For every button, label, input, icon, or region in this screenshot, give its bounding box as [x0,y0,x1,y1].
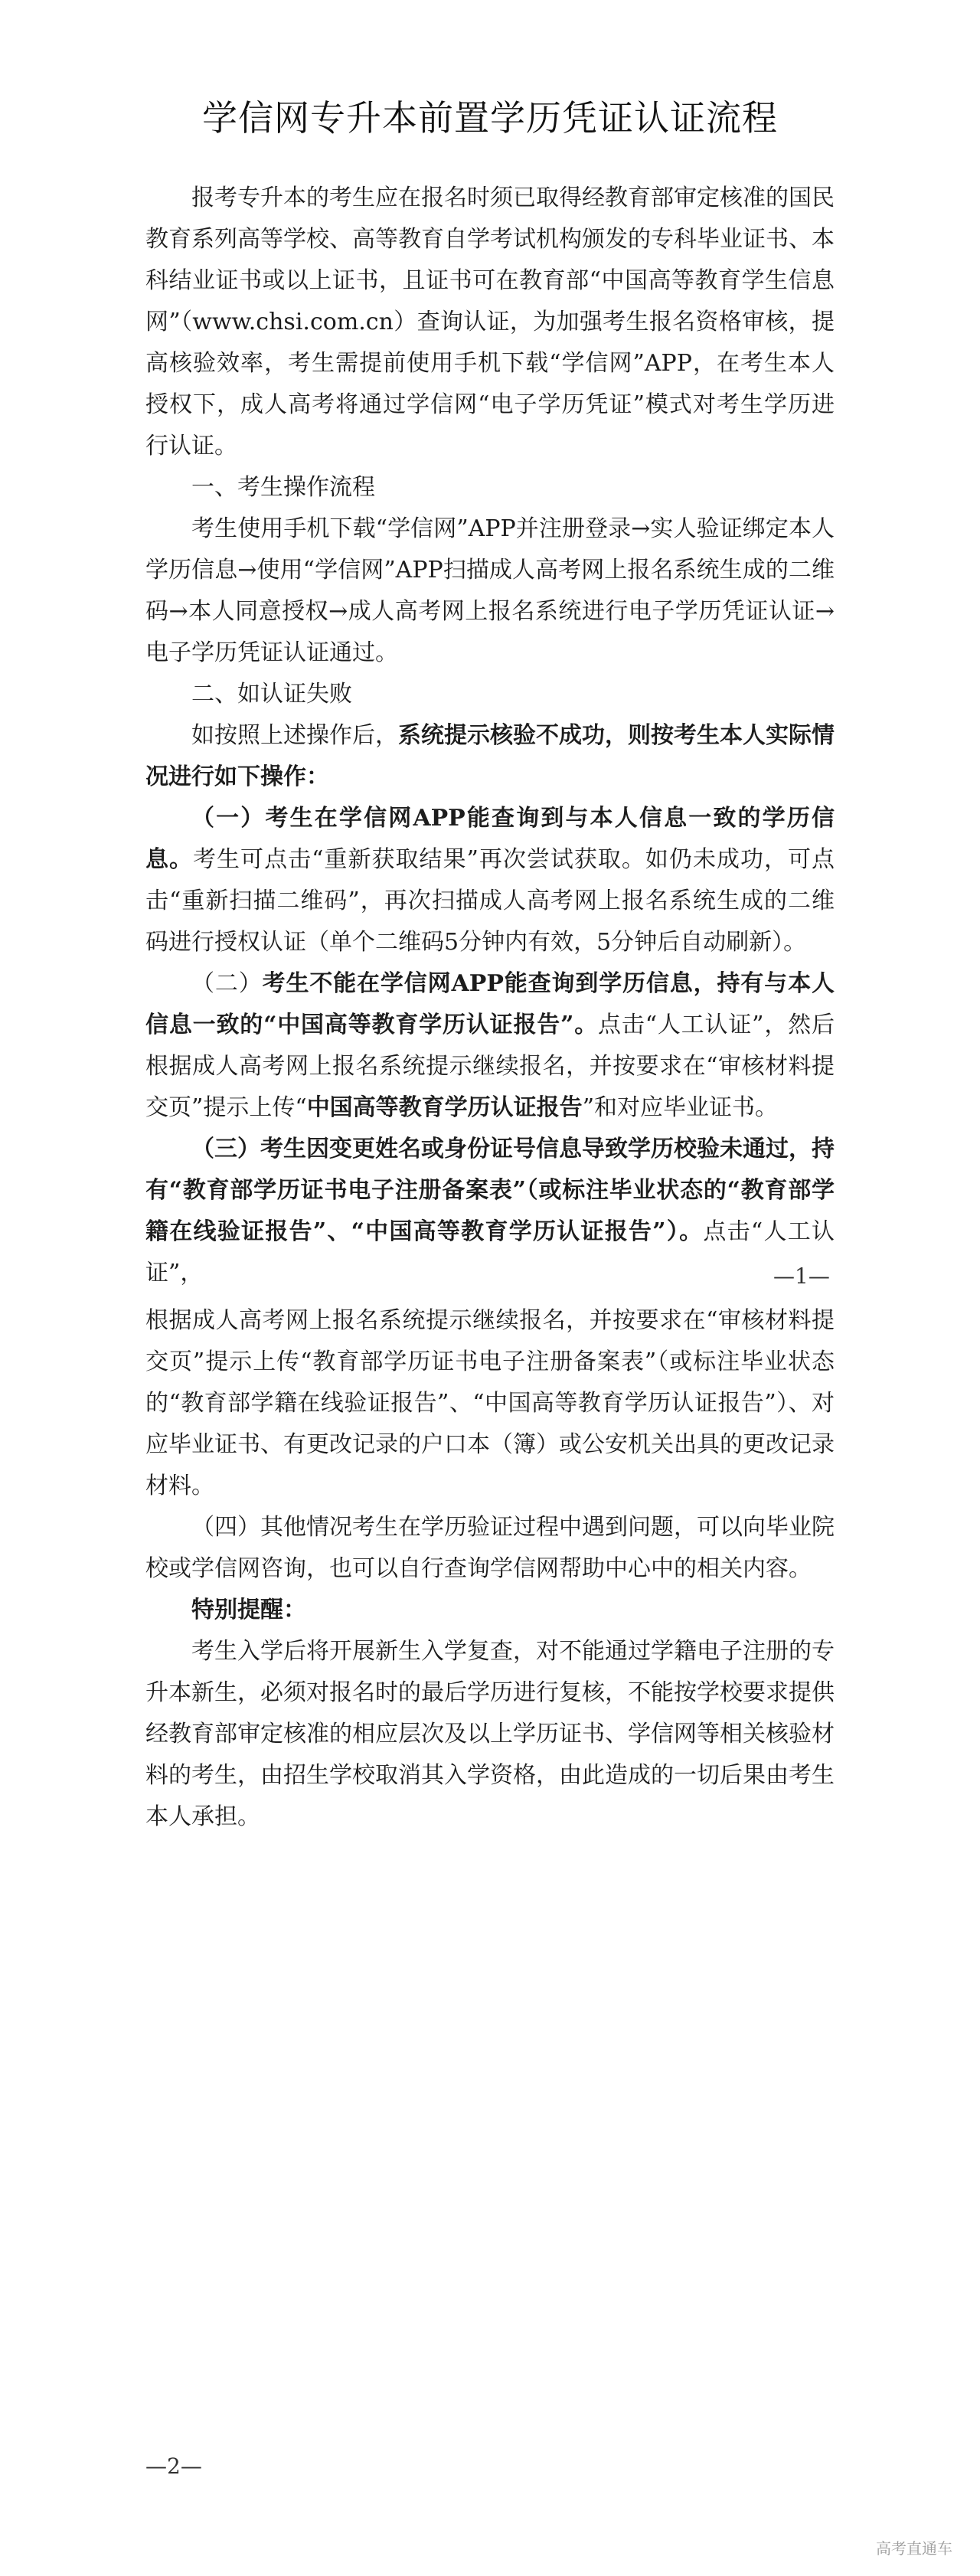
item-3-bold: （三）考生因变更姓名或身份证号信息导致学历校验未通过，持有“教育部学历证书电子注册备案表”（或标注毕业状态的“教育部学籍在线验证报告”、“中国高等教育学历认证报告”）。 [145,1136,835,1245]
section-1-body: 考生使用手机下载“学信网”APP并注册登录→实人验证绑定本人学历信息→使用“学信网”APP扫描成人高考网上报名系统生成的二维码→本人同意授权→成人高考网上报名系统进行电子学历凭证认证→电子学历凭证认证通过。 [145,515,835,666]
item-2 [145,963,835,1129]
item-1-bold: （一）考生在学信网APP能查询到与本人信息一致的学历信息。 [145,805,835,873]
watermark: 高考直通车 [876,2539,952,2558]
section-2-lead-text: 如按照上述操作后， [191,722,398,749]
page-number-1: —1— [773,1263,830,1289]
page-title: 学信网专升本前置学历凭证认证流程 [202,97,778,139]
item-1-body: 考生可点击“重新获取结果”再次尝试获取。如仍未成功，可点击“重新扫描二维码”，再次扫描成人高考网上报名系统生成的二维码进行授权认证（单个二维码5分钟内有效，5分钟后自动刷新）。 [145,846,835,956]
item-4: （四）其他情况考生在学历验证过程中遇到问题，可以向毕业院校或学信网咨询，也可以自行查询学信网帮助中心中的相关内容。 [145,1514,835,1582]
reminder-heading: 特别提醒： [191,1597,306,1623]
page-1-body [145,178,835,1294]
item-2-bold: 考生不能在学信网APP能查询到学历信息，持有与本人信息一致的“中国高等教育学历认证报告”。 [145,970,835,1038]
reminder-body: 考生入学后将开展新生入学复查，对不能通过学籍电子注册的专升本新生，必须对报名时的最后学历进行复核，不能按学校要求提供经教育部审定核准的相应层次及以上学历证书、学信网等相关核验材料的考生，由招生学校取消其入学资格，由此造成的一切后果由考生本人承担。 [145,1638,835,1830]
page-number-2: —2— [145,2453,202,2479]
section-2-lead-bold: 系统提示核验不成功，则按考生本人实际情况进行如下操作： [145,722,835,790]
item-2-num: （二） [191,970,263,997]
item-2-body-bold: 中国高等教育学历认证报告 [306,1094,583,1121]
page-2-body [145,1300,835,1838]
section-2-heading: 二、如认证失败 [191,681,352,708]
item-3-body: 点击“人工认证”， [145,1218,835,1286]
item-1 [145,798,835,963]
item-2-body: 点击“人工认证”，然后根据成人高考网上报名系统提示继续报名，并按要求在“审核材料提交页”提示上传“ [145,1012,835,1121]
item-3 [145,1129,835,1294]
intro-paragraph: 报考专升本的考生应在报名时须已取得经教育部审定核准的国民教育系列高等学校、高等教育自学考试机构颁发的专科毕业证书、本科结业证书或以上证书，且证书可在教育部“中国高等教育学生信息网”（www.chsi.com.cn）查询认证，为加强考生报名资格审核，提高核验效率，考生需提前使用手机下载“学信网”APP，在考生本人授权下，成人高考将通过学信网“电子学历凭证”模式对考生学历进行认证。 [145,185,835,459]
section-2-lead [145,715,835,798]
item-2-body-end: ”和对应毕业证书。 [582,1094,779,1121]
continued-paragraph: 根据成人高考网上报名系统提示继续报名，并按要求在“审核材料提交页”提示上传“教育部学历证书电子注册备案表”（或标注毕业状态的“教育部学籍在线验证报告”、“中国高等教育学历认证报告”）、对应毕业证书、有更改记录的户口本（簿）或公安机关出具的更改记录材料。 [145,1307,835,1499]
section-1-heading: 一、考生操作流程 [191,474,375,501]
